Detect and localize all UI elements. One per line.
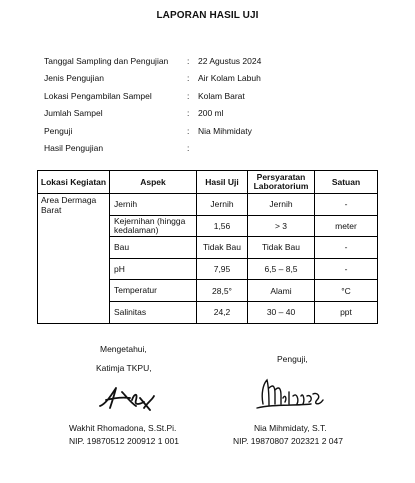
info-label: Lokasi Pengambilan Sampel	[44, 90, 152, 101]
info-value: 200 ml	[198, 108, 224, 119]
approver-name: Wakhit Rhomadona, S.St.Pi.	[69, 423, 177, 433]
unit-cell: °C	[315, 280, 378, 302]
unit-cell: -	[315, 258, 378, 280]
tester-nip: NIP. 19870807 202321 2 047	[233, 436, 343, 446]
results-table	[37, 170, 378, 324]
info-colon: :	[187, 108, 190, 119]
unit-cell: ppt	[315, 301, 378, 323]
header-location: Lokasi Kegiatan	[38, 171, 110, 194]
aspect-cell: Bau	[110, 237, 197, 259]
tester-signature	[253, 374, 335, 416]
info-colon: :	[187, 125, 190, 136]
info-row-sample-amount	[44, 105, 261, 123]
result-cell: Jernih	[197, 194, 248, 216]
info-value: 22 Agustus 2024	[198, 55, 262, 66]
info-label: Tanggal Sampling dan Pengujian	[44, 55, 169, 66]
approver-nip: NIP. 19870512 200912 1 001	[69, 436, 179, 446]
header-result: Hasil Uji	[197, 171, 248, 194]
aspect-cell: Jernih	[110, 194, 197, 216]
info-colon: :	[187, 73, 190, 84]
info-row-test-type	[44, 70, 261, 88]
result-cell: 24,2	[197, 301, 248, 323]
report-title: LAPORAN HASIL UJI	[156, 10, 259, 21]
unit-cell: -	[315, 194, 378, 216]
info-label: Jenis Pengujian	[44, 73, 105, 84]
info-row-location	[44, 87, 261, 105]
info-row-results	[44, 140, 261, 158]
aspect-cell: pH	[110, 258, 197, 280]
table-header-row	[38, 171, 378, 194]
info-value: Nia Mihmidaty	[198, 125, 252, 136]
info-colon: :	[187, 143, 190, 154]
info-label: Penguji	[44, 125, 73, 136]
table-row	[38, 194, 378, 216]
location-cell: Area Dermaga Barat	[38, 194, 110, 324]
requirement-cell: 6,5 – 8,5	[248, 258, 315, 280]
acknowledged-label: Mengetahui,	[100, 344, 147, 354]
info-label: Jumlah Sampel	[44, 108, 103, 119]
info-colon: :	[187, 55, 190, 66]
info-row-date	[44, 52, 261, 70]
requirement-cell: Jernih	[248, 194, 315, 216]
result-cell: 7,95	[197, 258, 248, 280]
tester-name: Nia Mihmidaty, S.T.	[254, 423, 327, 433]
unit-cell: -	[315, 237, 378, 259]
info-block	[44, 52, 261, 157]
result-cell: Tidak Bau	[197, 237, 248, 259]
info-colon: :	[187, 90, 190, 101]
result-cell: 28,5°	[197, 280, 248, 302]
info-row-tester	[44, 122, 261, 140]
requirement-cell: Tidak Bau	[248, 237, 315, 259]
header-aspect: Aspek	[110, 171, 197, 194]
aspect-cell: Salinitas	[110, 301, 197, 323]
info-value: Kolam Barat	[198, 90, 245, 101]
result-cell: 1,56	[197, 215, 248, 237]
requirement-cell: 30 – 40	[248, 301, 315, 323]
approver-role-label: Katimja TKPU,	[96, 363, 152, 373]
aspect-cell: Kejernihan (hingga kedalaman)	[110, 215, 197, 237]
info-label: Hasil Pengujian	[44, 143, 104, 154]
header-unit: Satuan	[315, 171, 378, 194]
tester-label: Penguji,	[277, 354, 308, 364]
info-value: Air Kolam Labuh	[198, 73, 261, 84]
requirement-cell: > 3	[248, 215, 315, 237]
requirement-cell: Alami	[248, 280, 315, 302]
aspect-cell: Temperatur	[110, 280, 197, 302]
unit-cell: meter	[315, 215, 378, 237]
approver-signature	[96, 380, 158, 416]
header-requirement: Persyaratan Laboratorium	[248, 171, 315, 194]
